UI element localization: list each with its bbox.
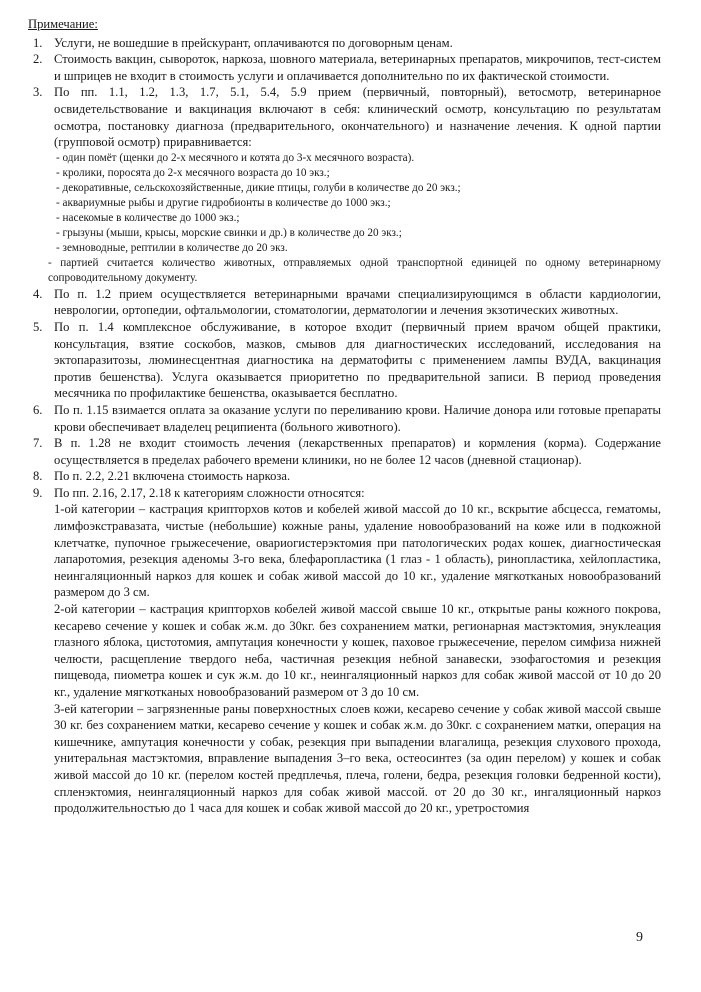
note-item-2 (32, 51, 661, 84)
group-definition-list (48, 151, 661, 286)
item-text: По п. 2.2, 2.21 включена стоимость наркоза. (54, 469, 291, 484)
notes-heading: Примечание: (28, 17, 98, 31)
category-3-text: 3-ей категории – загрязненные раны поверхностных слоев кожи, кесарево сечение у собак живой массой свыше 30 кг. без сохранением матки, кесарево сечение у кошек и собак ж.м. до 30кг. с сохранением матки, операция на кишечнике, ампутация конечности у собак, резекция при выпадении влагалища, резекция слухового прохода, унитеральная мастэктомия, вправление выпадения 3–го века, остеосинтез (за один перелом) у кошек и собак живой массой до 10 кг. (перелом костей предплечья, плеча, голени, бедра, резекция головки бедренной кости), спленэктомия, неингаляционный наркоз для собак живой массой. от 20 до 30 кг., ингаляционный наркоз продолжительностью до 1 часа для кошек и собак живой массой до 20 кг., уретростомия (54, 701, 661, 816)
item-text: По п. 1.2 прием осуществляется ветеринарными врачами специализирующимся в области кардиологии, неврологии, ортопедии, офтальмологии, стоматологии, дерматологии и лечения экзотических животных. (54, 286, 661, 318)
item-text: Стоимость вакцин, сывороток, наркоза, шовного материала, ветеринарных препаратов, микрочипов, тест-систем и шприцев не входит в стоимость услуги и оплачивается дополнительно по их фактической стоимости. (54, 52, 661, 83)
note-item-4 (32, 286, 661, 319)
note-item-1 (32, 35, 661, 52)
item-number: 6. (33, 402, 43, 417)
sub-item: - декоративные, сельскохозяйственные, дикие птицы, голуби в количестве до 20 экз.; (56, 181, 461, 194)
sub-item: - земноводные, рептилии в количестве до 20 экз. (56, 241, 288, 254)
note-item-3 (32, 84, 661, 285)
item-text: По п. 1.15 взимается оплата за оказание услуги по переливанию крови. Наличие донора или готовые препараты крови обеспечивает владелец реципиента (больного животного). (54, 402, 661, 434)
sub-item: - аквариумные рыбы и другие гидробионты в количестве до 1000 экз.; (56, 196, 391, 209)
sub-item-party-definition: - партией считается количество животных, отправляемых одной транспортной единицей по одному ветеринарному сопроводительному документу. (48, 256, 661, 284)
item-number: 2. (33, 52, 43, 67)
item-number: 1. (33, 35, 43, 50)
item-text: Услуги, не вошедшие в прейскурант, оплачиваются по договорным ценам. (54, 35, 453, 50)
item-text: По п. 1.4 комплексное обслуживание, в которое входит (первичный прием врачом общей практики, консультация, взятие соскобов, мазков, смывов для диагностических исследований, исследования на эктопаразитозы, люминесцентная диагностика на дерматофиты с применением лампы ВУДА, вакцинация против бешенства). Услуга оказывается приоритетно по предварительной записи. В период проведения месячника по профилактике бешенства, оказывается бесплатно. (54, 319, 661, 401)
item-text: По пп. 1.1, 1.2, 1.3, 1.7, 5.1, 5.4, 5.9 прием (первичный, повторный), ветосмотр, ветеринарное освидетельствование и вакцинация включают в себя: клинический осмотр, консультацию по результатам осмотра, постановку диагноза (предварительного, окончательного) и назначение лечения. К одной партии (групповой осмотр) приравнивается: (54, 85, 661, 150)
note-item-6 (32, 402, 661, 435)
note-item-8 (32, 468, 661, 485)
item-number: 7. (33, 436, 43, 451)
note-item-7 (32, 435, 661, 468)
note-item-5 (32, 319, 661, 402)
item-number: 8. (33, 469, 43, 484)
sub-item: - кролики, поросята до 2-х месячного возраста до 10 экз.; (56, 166, 330, 179)
sub-item: - один помёт (щенки до 2-х месячного и котята до 3-х месячного возраста). (56, 151, 415, 164)
item-number: 4. (33, 286, 43, 301)
item-number: 3. (33, 85, 43, 100)
page-number: 9 (636, 930, 643, 945)
item-text: По пп. 2.16, 2.17, 2.18 к категориям сложности относятся: (54, 485, 365, 500)
item-number: 9. (33, 485, 43, 500)
item-text: В п. 1.28 не входит стоимость лечения (лекарственных препаратов) и кормления (корма). Содержание осуществляется в пределах рабочего времени клиники, но не более 12 часов (дневной стационар). (54, 436, 661, 467)
category-2-text: 2-ой категории – кастрация крипторхов кобелей живой массой свыше 10 кг., открытые раны кожного покрова, кесарево сечение у кошек и собак ж.м. до 30кг. без сохранением матки, регионарная мастэктомия, энуклеация глазного яблока, цистотомия, ампутация конечности у кошек, паховое грыжесечение, перелом симфиза нижней челюсти, расщепление твердого неба, частичная резекция небной занавески, эзофагостомия и резекция пищевода, пиометра кошек и сук ж.м. до 10 кг., неингаляционный наркоз для собак живой массой от 10 до 20 кг., удаление мягкотканых новообразований размером от 3 до 10 см. (54, 602, 661, 699)
sub-item: - грызуны (мыши, крысы, морские свинки и др.) в количестве до 20 экз.; (56, 226, 402, 239)
category-1-text: 1-ой категории – кастрация крипторхов котов и кобелей живой массой до 10 кг., вскрытие абсцесса, гематомы, лимфоэкстравазата, чистые (небольшие) кожные раны, удаление новообразований на коже или в подкожной клетчатке, пупочное грыжесечение, овариогистерэктомия при патологических родах кошек, диагностическая лапаротомия, резекция аденомы 3-го века, блефаропластика (1 глаз - 1 область), ринопластика, хейлопластика, неингаляционный наркоз для кошек и собак живой массой до 10 кг., удаление мягкотканых новообразований размером до 3 см. (54, 502, 661, 600)
item-number: 5. (33, 319, 43, 334)
note-item-9 (32, 485, 661, 817)
sub-item: - насекомые в количестве до 1000 экз.; (56, 211, 240, 224)
notes-list (32, 35, 661, 817)
